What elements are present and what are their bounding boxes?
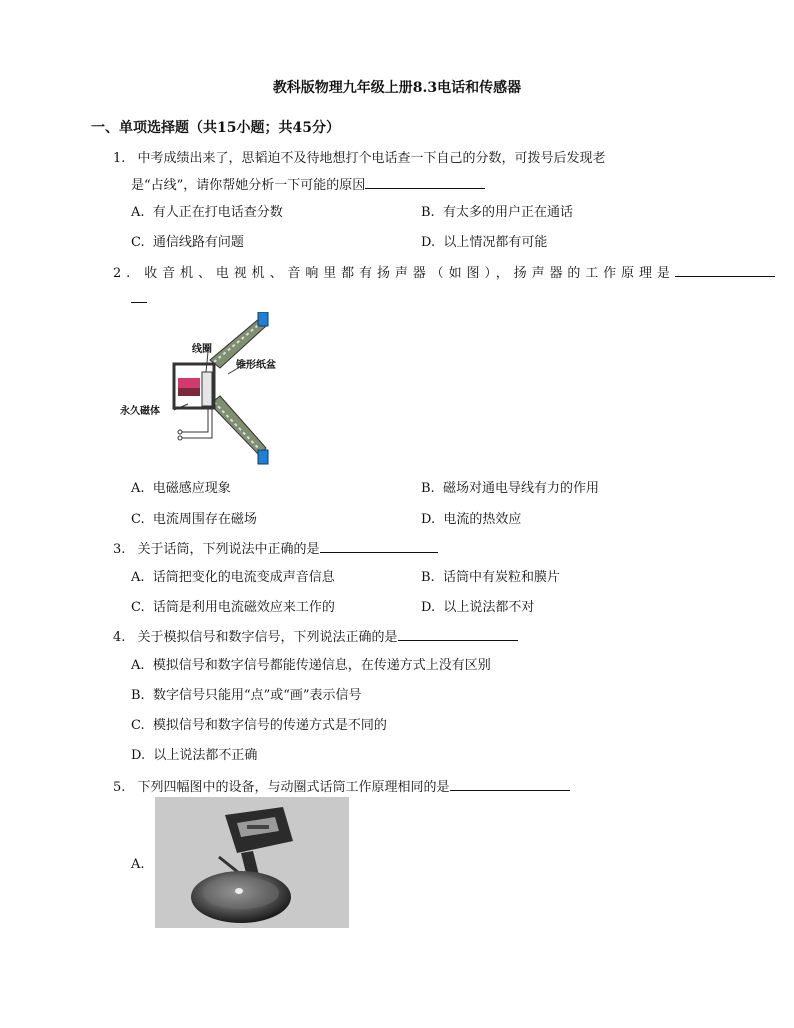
question-1-line1 — [113, 147, 606, 166]
q5-option-a-label: A. — [131, 857, 145, 872]
option-label: C. — [131, 512, 145, 527]
option-text: 有人正在打电话查分数 — [152, 205, 283, 220]
q1-option-c — [131, 231, 244, 250]
question-number: 1. — [113, 151, 126, 166]
question-stem: 中考成绩出来了，思韬迫不及待地想打个电话查一下自己的分数，可拨号后发现老 — [137, 151, 606, 166]
option-label: A. — [131, 570, 145, 585]
option-text: 磁场对通电导线有力的作用 — [442, 481, 599, 496]
coil-label: 线圈 — [192, 344, 212, 355]
cone-label: 锥形纸盆 — [236, 360, 276, 371]
option-label: A. — [131, 205, 145, 220]
question-5-stem-line — [113, 776, 570, 795]
document-title: 教科版物理九年级上册8.3电话和传感器 — [272, 80, 522, 96]
option-text: 通信线路有问题 — [152, 235, 244, 250]
option-text: 话筒把变化的电流变成声音信息 — [152, 570, 335, 585]
question-number: 4. — [113, 630, 126, 645]
answer-blank — [398, 628, 518, 641]
option-label: D. — [421, 512, 436, 527]
question-2-stem-line — [113, 262, 794, 281]
q1-option-d — [421, 231, 547, 250]
question-stem-continued: 是“占线”，请你帮她分析一下可能的原因 — [131, 178, 366, 193]
option-label: B. — [131, 688, 145, 703]
option-label: B. — [421, 570, 435, 585]
q4-option-d — [131, 744, 257, 763]
option-text: 模拟信号和数字信号都能传递信息，在传递方式上没有区别 — [152, 658, 491, 673]
option-label: C. — [131, 600, 145, 615]
option-text: 数字信号只能用“点”或“画”表示信号 — [152, 688, 362, 703]
answer-blank — [675, 264, 775, 277]
answer-blank — [320, 540, 438, 553]
option-text: 话筒中有炭粒和膜片 — [442, 570, 560, 585]
q4-option-c — [131, 714, 387, 733]
option-text: 电流周围存在磁场 — [152, 512, 257, 527]
magnet-label: 永久磁体 — [120, 406, 160, 417]
q1-option-a — [131, 201, 283, 220]
q2-option-c — [131, 508, 257, 527]
q1-option-b — [421, 201, 573, 220]
q2-option-a — [131, 477, 231, 496]
answer-blank — [365, 176, 485, 189]
option-text: 电磁感应现象 — [152, 481, 231, 496]
question-stem: 下列四幅图中的设备，与动圈式话筒工作原理相同的是 — [137, 780, 450, 795]
option-text: 模拟信号和数字信号的传递方式是不同的 — [152, 718, 387, 733]
option-label: B. — [421, 205, 435, 220]
q3-option-a — [131, 566, 335, 585]
question-1-line2 — [131, 174, 485, 193]
answer-blank-continued — [131, 302, 147, 303]
electric-bell-photo — [155, 797, 349, 928]
question-stem: 关于模拟信号和数字信号，下列说法正确的是 — [137, 630, 398, 645]
bell-drawing — [155, 797, 349, 928]
option-label: D. — [421, 600, 436, 615]
speaker-drawing — [148, 312, 288, 468]
answer-blank — [450, 778, 570, 791]
option-text: 以上说法都不正确 — [153, 748, 258, 763]
option-text: 电流的热效应 — [443, 512, 522, 527]
question-number: 2. — [113, 266, 136, 281]
question-number: 5. — [113, 780, 126, 795]
option-label: B. — [421, 481, 435, 496]
q2-option-d — [421, 508, 521, 527]
option-label: C. — [131, 235, 145, 250]
option-text: 以上说法都不对 — [443, 600, 535, 615]
option-text: 话筒是利用电流磁效应来工作的 — [152, 600, 335, 615]
q3-option-b — [421, 566, 560, 585]
option-label: C. — [131, 718, 145, 733]
question-number: 3. — [113, 542, 126, 557]
question-stem: 收音机、电视机、音响里都有扬声器（如图），扬声器的工作原理是 — [144, 266, 675, 281]
question-stem: 关于话筒，下列说法中正确的是 — [137, 542, 320, 557]
option-label: D. — [421, 235, 436, 250]
option-label: A. — [131, 481, 145, 496]
option-text: 以上情况都有可能 — [443, 235, 548, 250]
speaker-diagram — [120, 312, 288, 468]
question-4-stem-line — [113, 626, 518, 645]
q4-option-b — [131, 684, 362, 703]
option-label: A. — [131, 658, 145, 673]
option-label: D. — [131, 748, 146, 763]
q3-option-c — [131, 596, 335, 615]
q4-option-a — [131, 654, 491, 673]
q3-option-d — [421, 596, 534, 615]
question-3-stem-line — [113, 538, 438, 557]
section-heading: 一、单项选择题（共15小题；共45分） — [91, 120, 340, 136]
q2-option-b — [421, 477, 599, 496]
option-text: 有太多的用户正在通话 — [442, 205, 573, 220]
